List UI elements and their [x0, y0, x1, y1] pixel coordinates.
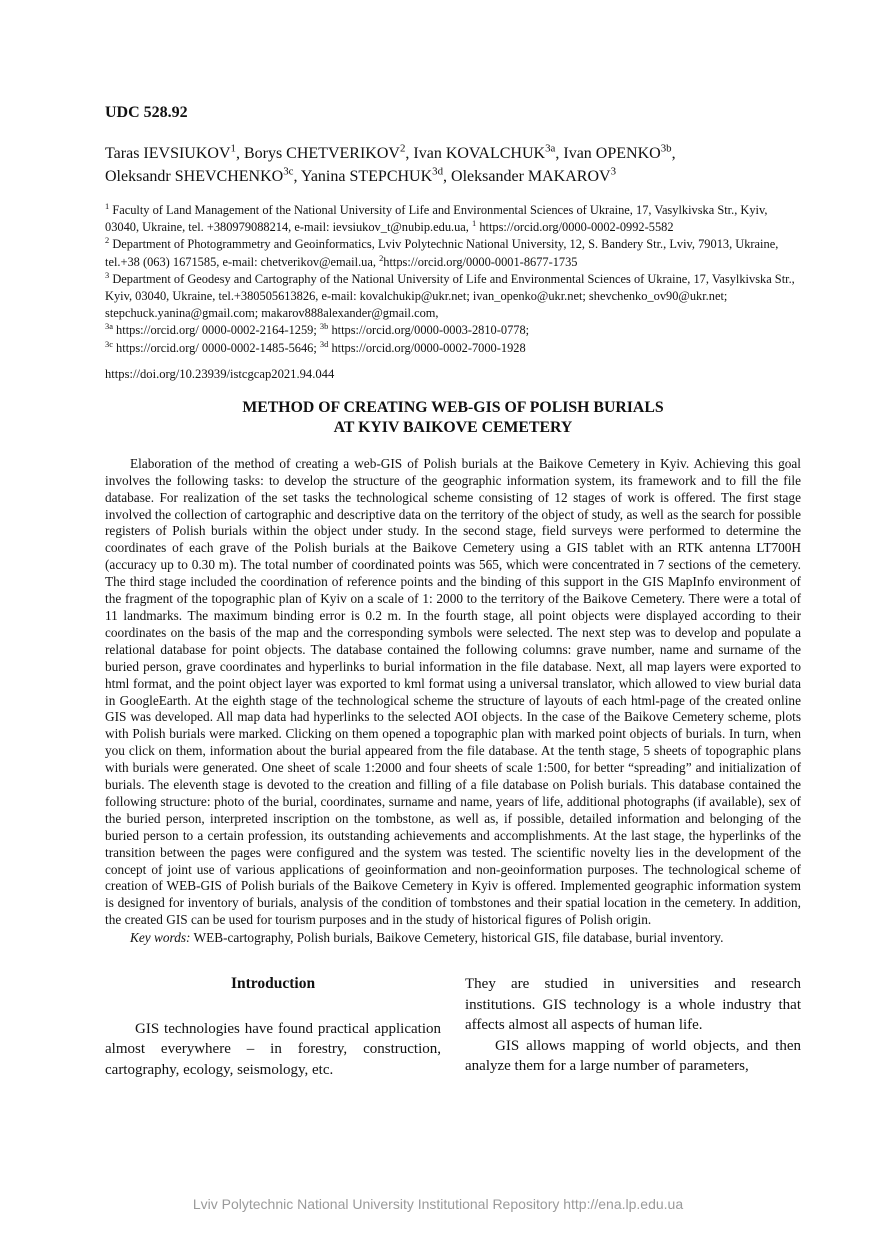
orcid-link[interactable]: https://orcid.org/0000-0003-2810-0778;	[328, 323, 530, 338]
abstract	[105, 456, 801, 929]
author: Ivan $OPENKO^{3b}$,	[563, 142, 676, 162]
body-columns	[105, 974, 801, 1080]
paragraph: They are studied in universities and research institutions. GIS technology is a whole industry that affects almost all aspects of human life.	[465, 976, 801, 1034]
right-column	[465, 974, 801, 1080]
orcid-link[interactable]: https://orcid.org/0000-0002-7000-1928	[328, 340, 526, 355]
paragraph: GIS technologies have found practical application almost everywhere – in forestry, construction, cartography, ecology, seismology, etc.	[105, 1020, 441, 1078]
repository-footer: Lviv Polytechnic National University Institutional Repository http://ena.lp.edu.ua	[192, 1196, 684, 1212]
affiliations	[105, 202, 801, 357]
orcid-link[interactable]: https://orcid.org/ 0000-0002-2164-1259;	[112, 323, 320, 338]
author-list	[105, 142, 801, 188]
udc-code: UDC 528.92	[105, 104, 188, 121]
paper-title	[105, 398, 801, 438]
orcid-link[interactable]: https://orcid.org/0000-0001-8677-1735	[383, 254, 578, 269]
keywords-list: WEB-cartography, Polish burials, Baikove Cemetery, historical GIS, file database, burial inventory.	[190, 930, 724, 946]
orcid-line-2: $^{3c}$ https://orcid.org/ 0000-0002-1485-5646; $^{3d}$ https://orcid.org/0000-0002-7000-1928	[105, 338, 526, 355]
paper-page	[105, 104, 801, 1080]
author: Borys CHETVERIKOV$^2$,	[243, 142, 414, 162]
title-line: AT KYIV BAIKOVE CEMETERY	[333, 418, 573, 436]
author: Oleksandr $SHEVCHENKO^{3c}$,	[105, 165, 301, 185]
author: Ivan $KOVALCHUK^{3a}$,	[413, 142, 564, 162]
section-heading: Introduction	[230, 975, 316, 993]
keywords	[105, 929, 801, 946]
author: Oleksander MAKAROV$^3$	[451, 165, 616, 185]
orcid-link[interactable]: https://orcid.org/0000-0002-0992-5582	[476, 220, 674, 235]
abstract-text: Elaboration of the method of creating a web-GIS of Polish burials at the Baikove Cemetery in Kyiv. Achieving this goal involves the following tasks: to develop the structure of the geographic information system, its framework and to fill the file database. For realization of the set tasks the technological scheme consisting of 12 stages of work is offered. The first stage involved the collection of cartographic and descriptive data on the territory of the object of study, as well as the search for possible registers of Polish burials within the object under study. In the second stage, field surveys were performed to determine the coordinates of each grave of the Polish burials at the Baikove Cemetery using a GIS tablet with an RTK antenna LT700H (accuracy up to 0.30 m). The total number of coordinated points was 565, which were concentrated in 7 sections of the cemetery. The third stage included the coordination of reference points and the binding of this support in the GIS MapInfo environment of the fragment of the topographic plan of Kyiv on a scale of 1: 2000 to the territory of the Baikove Cemetery. There were a total of 11 landmarks. The maximum binding error is 0.2 m. In the fourth stage, all point objects were displayed according to their coordinates on the basis of the map and the corresponding symbols were selected. The next step was to develop and populate a relational database for point objects. The database contained the following columns: grave number, name and surname of the buried person, grave coordinates and hyperlinks to burial information in the file database. Next, all map layers were exported to html format, and the point object layer was exported to kml format using a universal translator, which allowed to view burial data in GoogleEarth. At the eighth stage of the technological scheme the structure of layouts of each html-page of the created online GIS was developed. All map data had hyperlinks to the selected AOI objects. In the case of the Baikove Cemetery scheme, plots with Polish burials were marked. Clicking on them opened a topographic plan with marked point objects of burials. In turn, when you click on them, information about the burial appeared from the file database. At the tenth stage, 5 sheets of topographic plans with burials were generated. One sheet of scale 1:2000 and four sheets of scale 1:500, for better “spreading” and initialization of burials. The eleventh stage is devoted to the creation and filling of a file database on Polish burials. This database contained the following structure: photo of the burial, coordinates, surname and name, years of life, additional photographs (if available), sex of the buried person, interpreted inscription on the tombstone, as well as, if possible, detailed information and belonging of the buried person to a certain profession, its outstanding achievements and accomplishments. At the last stage, the hyperlinks of the transition between the pages were configured and the system was tested. The scientific novelty lies in the development of the concept of joint use of various applications of geoinformation and non-geoinformation purposes. The technological scheme of creation of WEB-GIS of Polish burials of the Baikove Cemetery in Kyiv is offered. Implemented geographic information system is designed for inventory of burials, analysis of the condition of tombstones and their spatial location in the cemetery. In addition, the created GIS can be used for tourism purposes and in the study of historical figures of Polish origin.	[105, 455, 801, 928]
keywords-label: Key words:	[130, 930, 191, 946]
affiliation-1: $^1$ Faculty of Land Management of the National University of Life and Environmental Sciences of Ukraine, 17, Vasylkivska Str., Kyiv, 03040, Ukraine, tel. +380979088214, e-mail: ievsiukov_t@nubip.edu.ua, $^1$ https://orcid.org/0000-0002-0992-5582	[105, 200, 768, 235]
left-column	[105, 974, 441, 1080]
orcid-line-1: $^{3a}$ https://orcid.org/ 0000-0002-2164-1259; $^{3b}$ https://orcid.org/0000-0003-2810-0778;	[105, 321, 530, 338]
author: Taras IEVSIUKOV$^1$,	[105, 142, 244, 162]
title-line: METHOD OF CREATING WEB-GIS OF POLISH BURIALS	[242, 398, 664, 416]
paragraph: GIS allows mapping of world objects, and then analyze them for a large number of parameters,	[465, 1037, 801, 1075]
doi-link[interactable]: https://doi.org/10.23939/istcgcap2021.94.044	[105, 366, 335, 381]
affiliation-3: $^3$ Department of Geodesy and Cartography of the National University of Life and Environmental Sciences of Ukraine, 17, Vasylkivska Str., Kyiv, 03040, Ukraine, tel.+380505613826, e-mail: kovalchukip@ukr.net; ivan_openko@ukr.net; shevchenko_ov90@ukr.net; stepchuck.yanina@gmail.com; makarov888alexander@gmail.com,	[105, 269, 795, 321]
affiliation-2: $^2$ Department of Photogrammetry and Geoinformatics, Lviv Polytechnic National University, 12, S. Bandery Str., Lviv, 79013, Ukraine, tel.+38 (063) 1671585, e-mail: chetverikov@email.ua, $^2$https://orcid.org/0000-0001-8677-1735	[105, 235, 779, 269]
author: Yanina $STEPCHUK^{3d}$,	[300, 165, 452, 185]
orcid-link[interactable]: https://orcid.org/ 0000-0002-1485-5646;	[112, 340, 320, 355]
